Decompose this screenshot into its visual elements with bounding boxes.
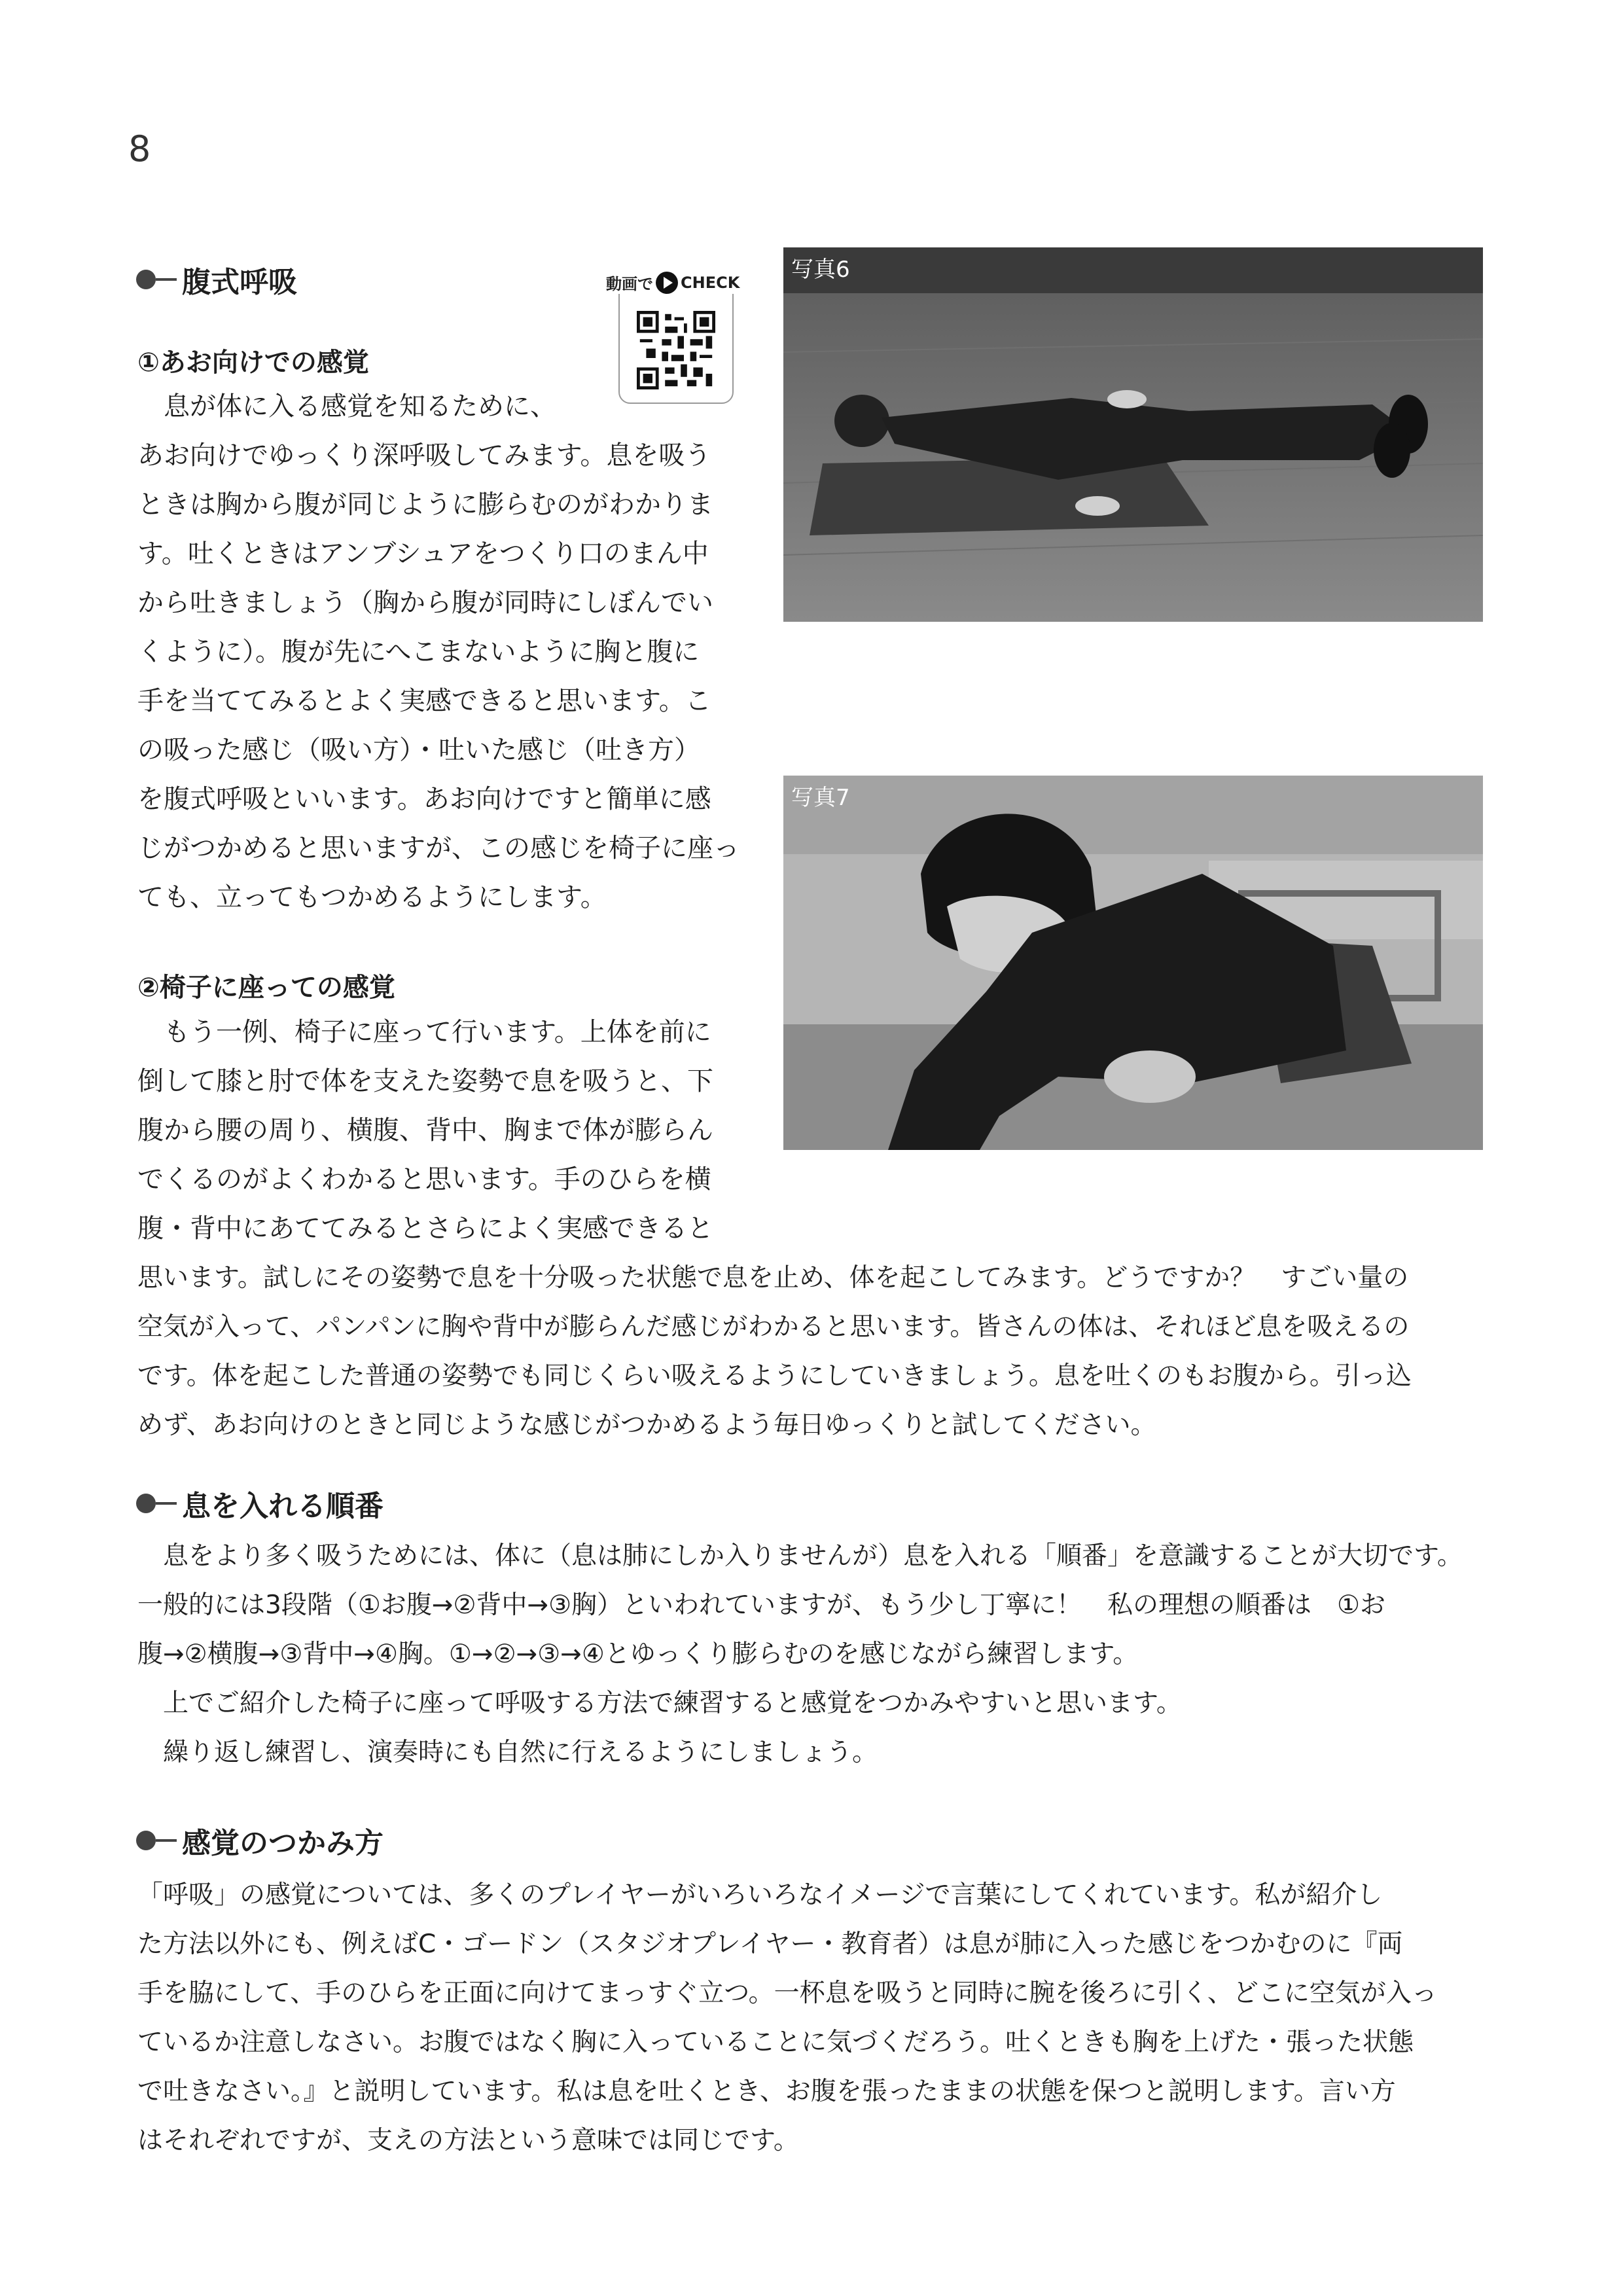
text-line: ときは胸から腹が同じように膨らむのがわかりま [137,490,713,520]
paragraph-order [137,1532,1463,1777]
text-line: の吸った感じ（吸い方）・吐いた感じ（吐き方） [137,735,700,765]
text-line: 手を当ててみるとよく実感できると思います。こ [137,686,711,716]
play-icon [656,272,678,294]
bullet-dot-icon [136,270,156,289]
paragraph-supine [137,382,740,922]
photo-7-caption: 写真7 [791,785,850,811]
text-line: た方法以外にも、例えばC・ゴードン（スタジオプレイヤー・教育者）は息が肺に入った感じをつかむのに『両 [137,1929,1403,1959]
photo-7-image [783,776,1483,1150]
qr-video-label [603,271,742,294]
section-heading-abdominal-breathing [136,259,297,300]
qr-code-icon[interactable] [637,311,715,389]
paragraph-chair-narrow [137,1008,713,1253]
bullet-dash-icon [156,1839,177,1842]
text-line: あお向けでゆっくり深呼吸してみます。息を吸う [137,440,711,471]
text-line: はそれぞれですが、支えの方法という意味では同じです。 [137,2126,799,2155]
text-line: を腹式呼吸といいます。あお向けですと簡単に感 [137,784,711,814]
bullet-dot-icon [136,1494,156,1513]
bullet-dash-icon [156,278,177,281]
text-line: 繰り返し練習し、演奏時にも自然に行えるようにしましょう。 [137,1738,878,1767]
section-heading-text: 腹式呼吸 [182,266,297,299]
section-heading-text: 息を入れる順番 [182,1490,383,1523]
text-line: す。吐くときはアンブシュアをつくり口のまん中 [137,539,709,569]
text-line: から吐きましょう（胸から腹が同時にしぼんでい [137,588,713,618]
text-line: 倒して膝と肘で体を支えた姿勢で息を吸うと、下 [137,1066,713,1096]
photo-7-chair [783,776,1483,1150]
photo-6-image [783,247,1483,622]
text-line: 手を脇にして、手のひらを正面に向けてまっすぐ立つ。一杯息を吸うと同時に腕を後ろに引く、どこに空気が入っ [137,1979,1437,2008]
section-heading-order [136,1482,383,1524]
text-line: 腹→②横腹→③背中→④胸。①→②→③→④とゆっくり膨らむのを感じながら練習します。 [137,1640,1139,1669]
text-line: 一般的には3段階（①お腹→②背中→③胸）といわれていますが、もう少し丁寧に！ 私の理想の順番は ①お [137,1590,1386,1620]
text-line: じがつかめると思いますが、この感じを椅子に座っ [137,833,740,863]
text-line: ているか注意しなさい。お腹ではなく胸に入っていることに気づくだろう。吐くときも胸を上げた・張った状態 [137,2028,1414,2057]
text-line: 「呼吸」の感覚については、多くのプレイヤーがいろいろなイメージで言葉にしてくれています。私が紹介し [137,1880,1383,1910]
text-line: 息をより多く吸うためには、体に（息は肺にしか入りませんが）息を入れる「順番」を意識することが大切です。 [137,1541,1463,1571]
section-heading-grasping-sensation [136,1820,383,1861]
text-line: ても、立ってもつかめるようにします。 [137,882,607,912]
text-line: もう一例、椅子に座って行います。上体を前に [137,1017,711,1047]
subheading-supine: ①あお向けでの感覚 [137,348,369,378]
qr-label-suffix: CHECK [681,273,740,292]
photo-6-supine [783,247,1483,622]
text-line: でくるのがよくわかると思います。手のひらを横 [137,1164,711,1194]
qr-label-prefix: 動画で [606,275,653,293]
section-heading-text: 感覚のつかみ方 [182,1827,383,1860]
paragraph-grasping [137,1871,1437,2165]
bullet-dash-icon [156,1502,177,1505]
text-line: 思います。試しにその姿勢で息を十分吸った状態で息を止め、体を起こしてみます。どうですか？ すごい量の [137,1263,1409,1293]
text-line: 上でご紹介した椅子に座って呼吸する方法で練習すると感覚をつかみやすいと思います。 [137,1689,1182,1718]
text-line: 息が体に入る感覚を知るために、 [137,391,556,422]
subheading-chair: ②椅子に座っての感覚 [137,973,395,1003]
text-line: 空気が入って、パンパンに胸や背中が膨らんだ感じがわかると思います。皆さんの体は、それほど息を吸えるの [137,1312,1410,1342]
text-line: 腹・背中にあててみるとさらによく実感できると [137,1213,713,1244]
bullet-dot-icon [136,1831,156,1850]
page-number: 8 [128,128,151,170]
text-line: 腹から腰の周り、横腹、背中、胸まで体が膨らん [137,1115,713,1145]
text-line: です。体を起こした普通の姿勢でも同じくらい吸えるようにしていきましょう。息を吐くのもお腹から。引っ込 [137,1361,1412,1391]
text-line: くように）。腹が先にへこまないように胸と腹に [137,637,700,667]
text-line: めず、あお向けのときと同じような感じがつかめるよう毎日ゆっくりと試してください。 [137,1410,1156,1440]
paragraph-chair-wide [137,1253,1412,1450]
photo-6-caption: 写真6 [791,257,850,283]
text-line: で吐きなさい。』と説明しています。私は息を吐くとき、お腹を張ったままの状態を保つと説明します。言い方 [137,2077,1396,2106]
